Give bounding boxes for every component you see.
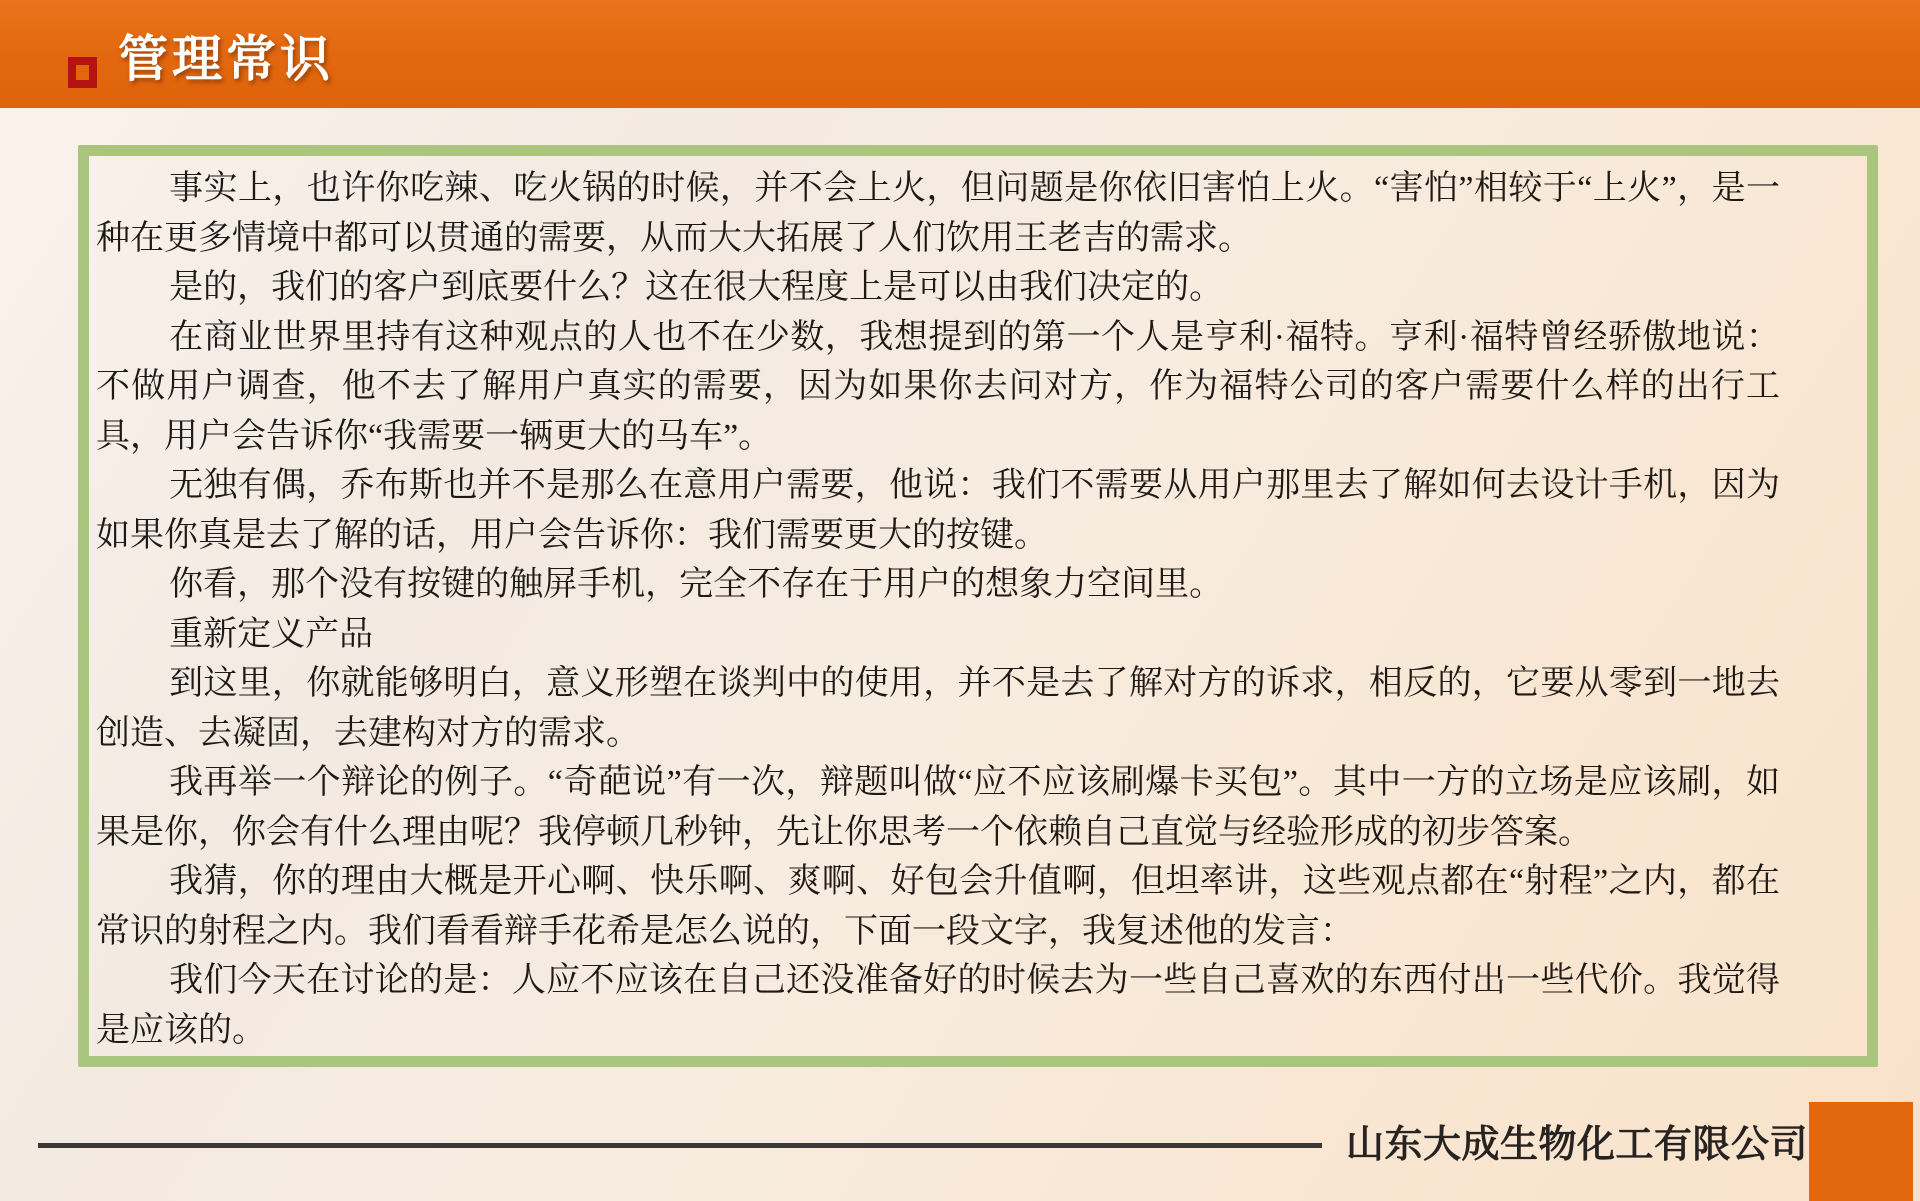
slide-header-bar — [0, 0, 1920, 108]
paragraph: 你看，那个没有按键的触屏手机，完全不存在于用户的想象力空间里。 — [169, 566, 1224, 603]
body-text-block — [96, 164, 1780, 1055]
footer-company-name: 山东大成生物化工有限公司 — [1346, 1124, 1809, 1166]
square-bullet-icon — [68, 57, 97, 88]
paragraph: 事实上，也许你吃辣、吃火锅的时候，并不会上火，但问题是你依旧害怕上火。“害怕”相较于“上火”，是一种在更多情境中都可以贯通的需要，从而大大拓展了人们饮用王老吉的需求。 — [96, 170, 1780, 257]
footer-divider-line — [38, 1143, 1322, 1148]
paragraph: 在商业世界里持有这种观点的人也不在少数，我想提到的第一个人是亨利·福特。亨利·福特曾经骄傲地说：不做用户调查，他不去了解用户真实的需要，因为如果你去问对方，作为福特公司的客户需要什么样的出行工具，用户会告诉你“我需要一辆更大的马车”。 — [96, 318, 1780, 455]
paragraph: 到这里，你就能够明白，意义形塑在谈判中的使用，并不是去了解对方的诉求，相反的，它要从零到一地去创造、去凝固，去建构对方的需求。 — [96, 665, 1780, 752]
paragraph: 我猜，你的理由大概是开心啊、快乐啊、爽啊、好包会升值啊，但坦率讲，这些观点都在“射程”之内，都在常识的射程之内。我们看看辩手花希是怎么说的，下面一段文字，我复述他的发言： — [96, 863, 1780, 950]
paragraph: 我们今天在讨论的是：人应不应该在自己还没准备好的时候去为一些自己喜欢的东西付出一些代价。我觉得是应该的。 — [96, 962, 1780, 1049]
paragraph: 是的，我们的客户到底要什么？这在很大程度上是可以由我们决定的。 — [169, 269, 1224, 306]
footer-accent-square — [1809, 1102, 1913, 1201]
content-border-box — [78, 145, 1878, 1067]
paragraph: 无独有偶，乔布斯也并不是那么在意用户需要，他说：我们不需要从用户那里去了解如何去设计手机，因为如果你真是去了解的话，用户会告诉你：我们需要更大的按键。 — [96, 467, 1780, 554]
page-title: 管理常识 — [118, 31, 334, 87]
paragraph: 我再举一个辩论的例子。“奇葩说”有一次，辩题叫做“应不应该刷爆卡买包”。其中一方的立场是应该刷，如果是你，你会有什么理由呢？我停顿几秒钟，先让你思考一个依赖自己直觉与经验形成的初步答案。 — [96, 764, 1780, 851]
paragraph: 重新定义产品 — [169, 615, 374, 653]
